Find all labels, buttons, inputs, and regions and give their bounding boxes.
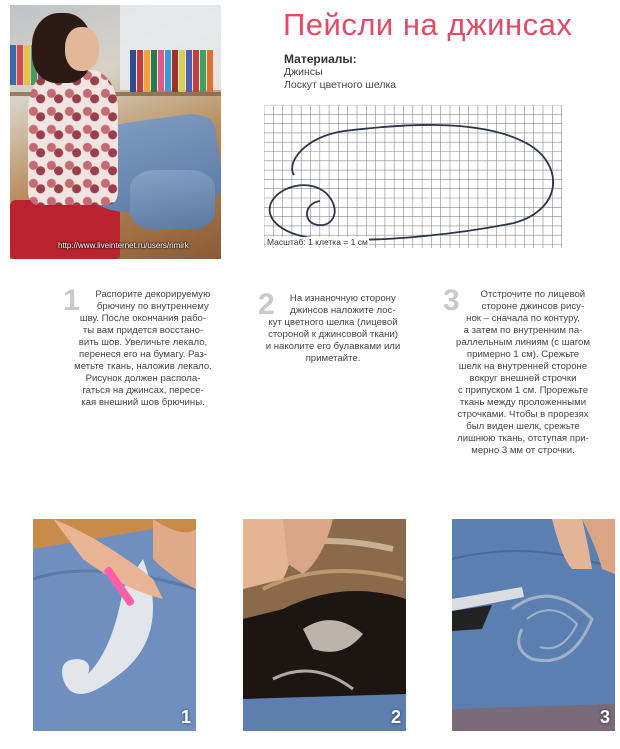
step-3-line: вокруг внешней строчки [469,373,577,384]
step-3-number: 3 [443,284,460,317]
step-3-line: с припуском 1 см. Прорежьте [457,385,589,396]
step-1 [63,284,223,409]
step-3-line: стороне джинсов рису- [481,301,585,312]
hero-face [65,27,99,71]
step-3-line: ткань между проложенными [459,397,587,408]
hero-cushion [10,200,120,259]
pattern-grid [264,105,562,248]
hero-bookshelf-right [130,50,213,92]
step-1-number: 1 [63,284,80,317]
materials-block [284,52,396,92]
step-1-line: метьте ткань, наложив лекало. [74,361,212,372]
step-3-line: строчками. Чтобы в прорезях [457,409,589,420]
photo-3-illustration [452,519,615,731]
step-2 [258,288,408,365]
step-1-line: ты вам придется восстано- [82,325,204,336]
hero-jeans-leg [130,170,215,230]
pattern-grid-svg [264,105,562,248]
grid-lines [264,105,562,248]
photo-1-illustration [33,519,196,731]
step-1-line: Рисунок должен располa- [85,373,201,384]
photo-2-illustration [243,519,406,731]
step-1-line: перенеся его на бумагу. Раз- [79,349,207,360]
step-photo-2 [243,519,406,731]
step-3-line: был виден шелк, срежьте [466,421,580,432]
photo-1-badge: 1 [180,707,191,727]
step-3-line: раллельным линиям (с шагом [456,337,590,348]
materials-heading: Материалы: [284,52,357,66]
scale-label: Масштаб: 1 клетка = 1 см [267,237,368,247]
step-2-line: и наколите его булавками или [265,341,401,352]
url-watermark: http://www.liveinternet.ru/users/rimirk [58,241,189,250]
materials-item-silk: Лоскут цветного шелка [284,79,397,91]
step-2-line: джинсов наложите лос- [290,305,396,316]
hero-blouse [28,70,118,205]
step-1-line: кая внешний шов брючины. [81,397,205,408]
step-2-line: На изнаночную сторону [289,293,396,304]
step-3-line: а затем по внутренним па- [463,325,583,336]
step-1-line: Распорите декорируемую [95,289,211,300]
photo-3-badge: 3 [599,707,610,727]
hero-photo [10,5,221,259]
step-3-line: Отстрочите по лицевой [480,289,586,300]
step-1-line: шву. После окончания рабо- [79,313,207,324]
step-3-line: мерно 3 мм от строчки. [471,445,575,456]
page-title: Пейсли на джинсах [283,7,573,42]
step-3-line: шелк на внутренней стороне [458,361,588,372]
step-photo-1 [33,519,196,731]
step-2-line: приметайте. [305,353,361,364]
step-3-line: нок – сначала по контуру, [466,313,580,324]
materials-item-jeans: Джинсы [284,66,323,78]
step-1-line: гаться на джинсах, пересе- [82,385,204,396]
step-photo-3 [452,519,615,731]
step-3-line: лишнюю ткань, отступая при- [457,433,589,444]
photo-2-badge: 2 [390,707,401,727]
step-2-line: стороной к джинсовой ткани) [268,329,398,340]
step-2-line: кут цветного шелка (лицевой [268,317,398,328]
step-1-line: брючину по внутреннему [96,301,209,312]
step-1-line: вить шов. Увеличьте лекало, [78,337,208,348]
step-3 [443,284,603,457]
step-2-number: 2 [258,288,275,321]
step-3-line: примерно 1 см). Срежьте [466,349,580,360]
